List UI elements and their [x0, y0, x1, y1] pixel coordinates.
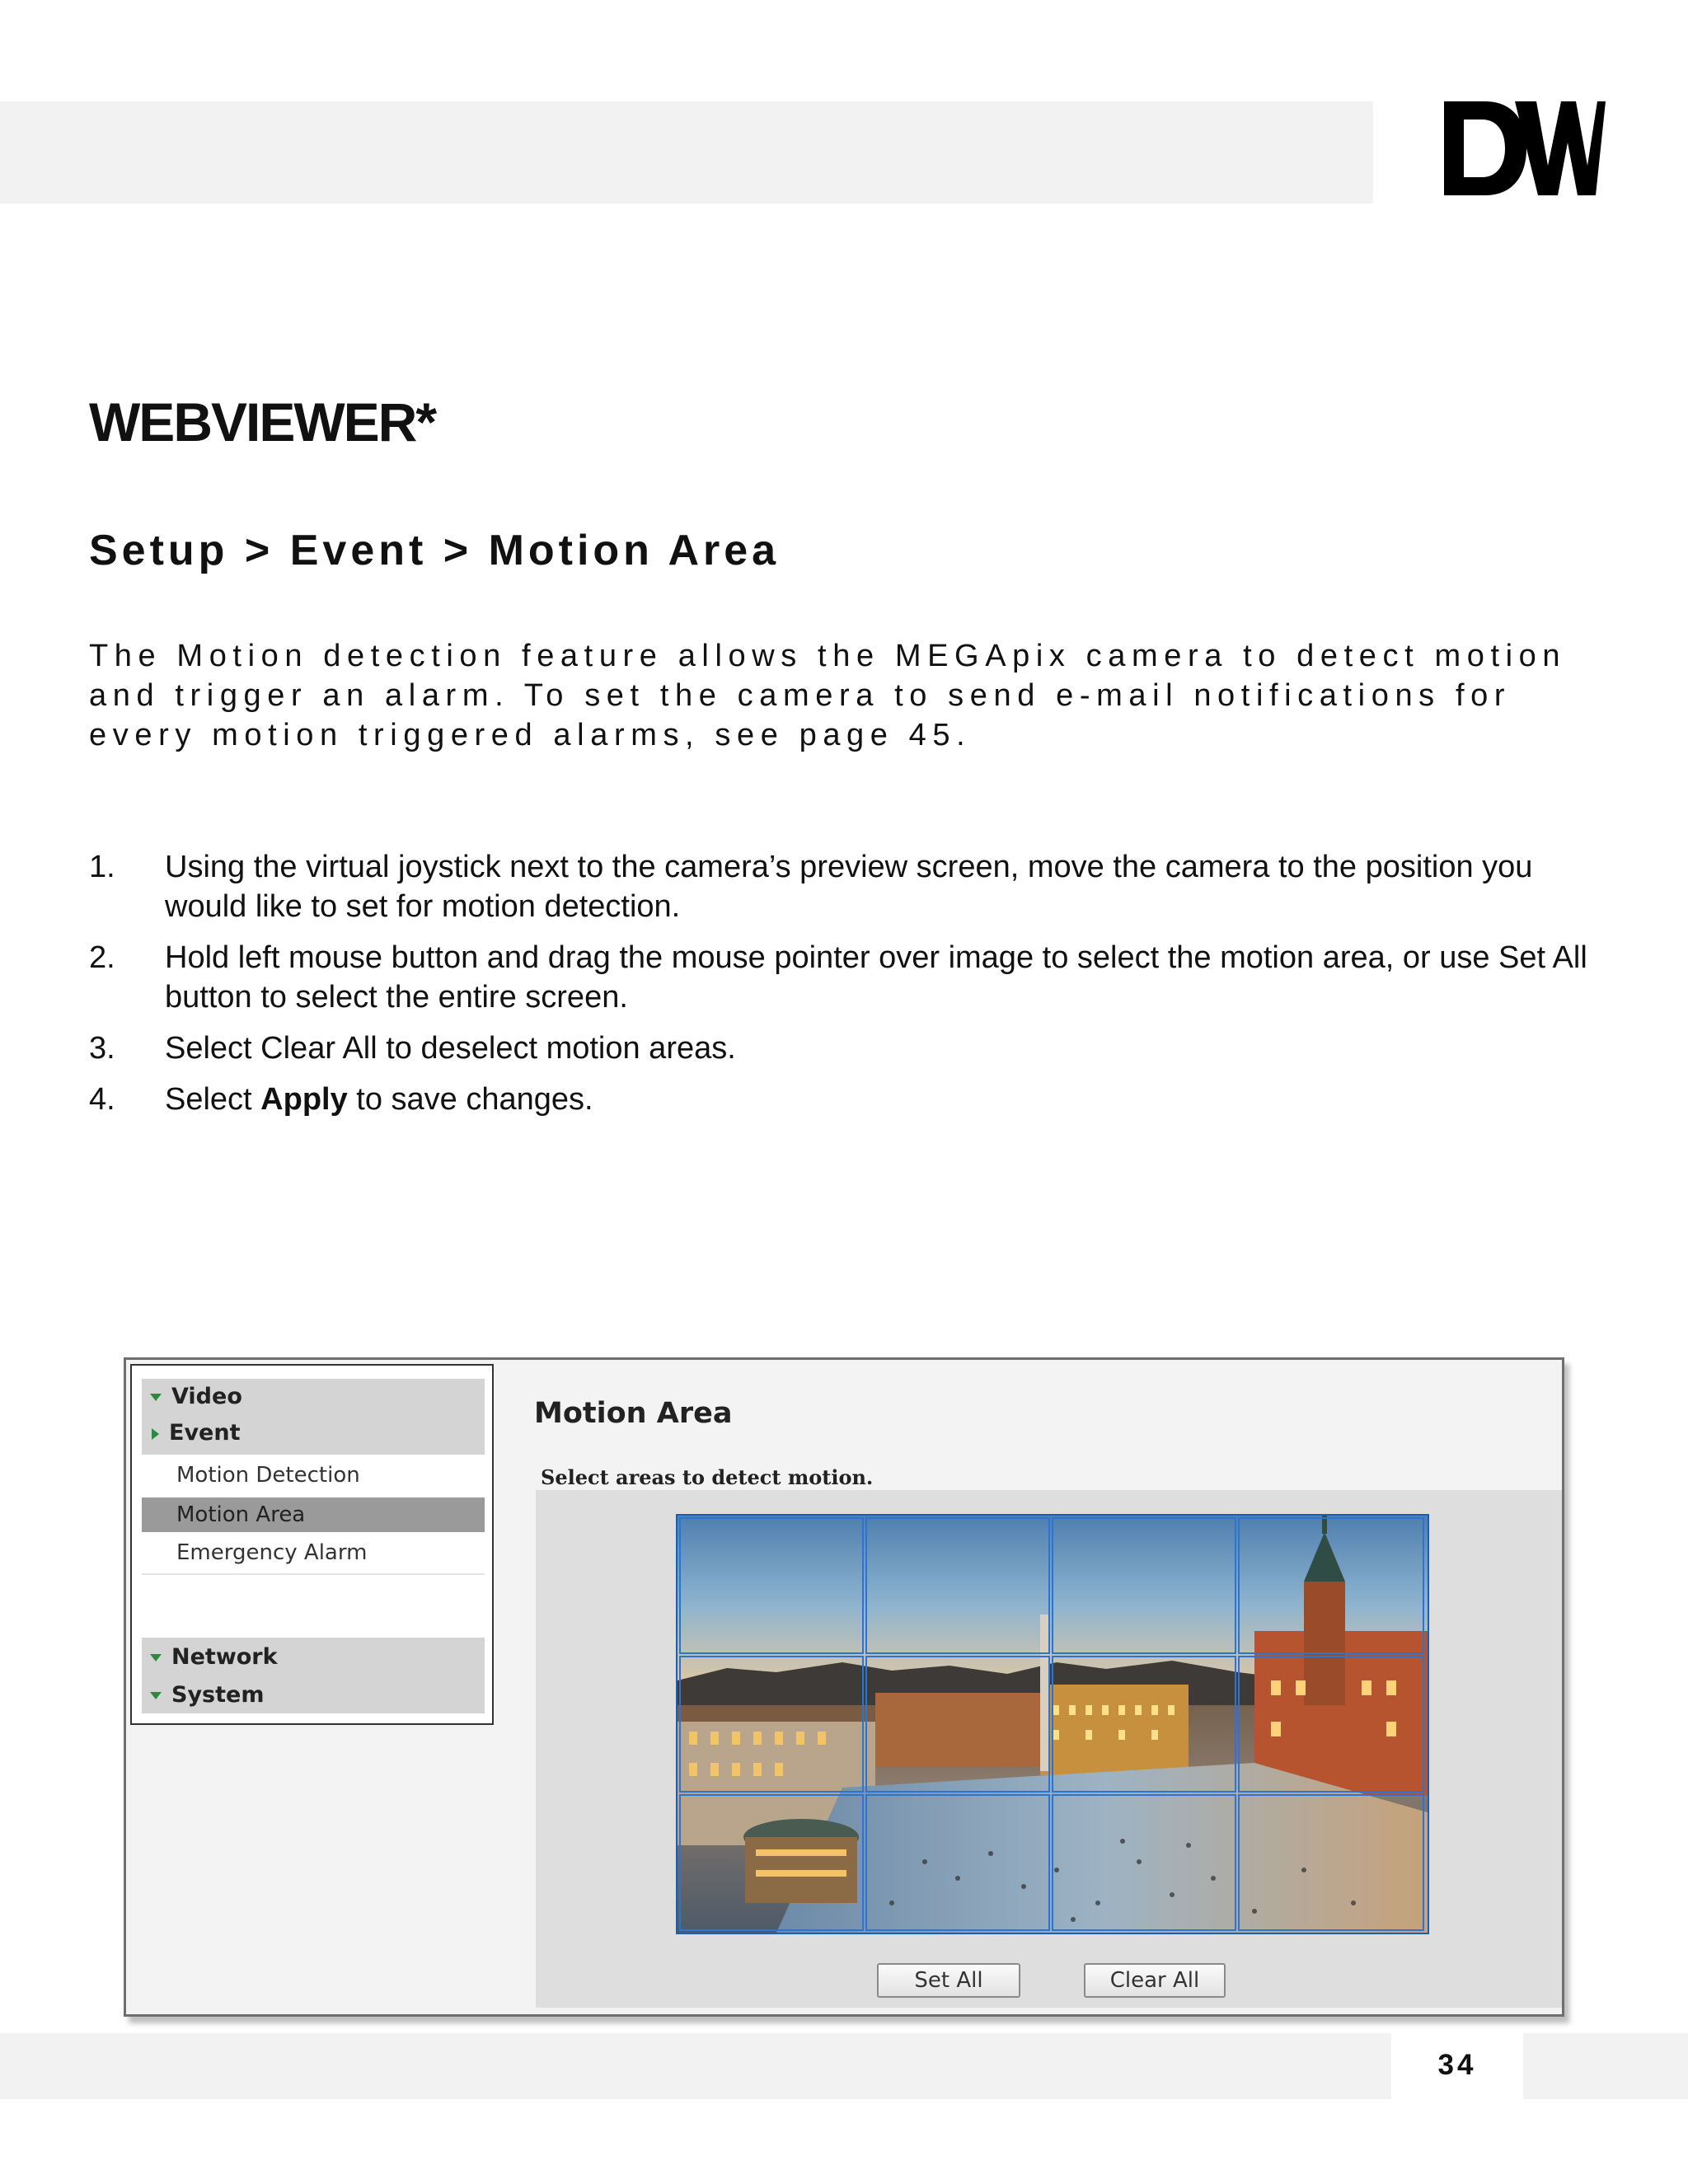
step-number: 3. — [89, 1031, 115, 1066]
step-text-after: to save changes. — [347, 1082, 593, 1117]
menu-network-label: Network — [171, 1644, 278, 1670]
motion-grid-cell[interactable] — [865, 1517, 1050, 1654]
motion-grid-cell[interactable] — [679, 1656, 864, 1793]
section-breadcrumb: Setup > Event > Motion Area — [89, 527, 781, 574]
clear-all-button[interactable]: Clear All — [1084, 1963, 1226, 1998]
menu-item-motion-detection[interactable]: Motion Detection — [176, 1463, 360, 1488]
motion-grid-cell[interactable] — [1238, 1794, 1424, 1931]
step-item — [89, 1029, 1614, 1068]
intro-paragraph: The Motion detection feature allows the MEGApix camera to detect motion and trigger an alarm. To set the camera to send e-mail notifications for every motion triggered alarms, see page 45. — [89, 639, 1567, 752]
step-text-before: Select — [165, 1082, 261, 1117]
header-band — [0, 101, 1373, 204]
menu-divider — [142, 1573, 485, 1575]
camera-preview-image[interactable] — [676, 1514, 1429, 1934]
panel-instruction: Select areas to detect motion. — [541, 1465, 874, 1489]
menu-event-label: Event — [169, 1420, 241, 1446]
motion-grid-cell[interactable] — [1052, 1794, 1236, 1931]
step-item — [89, 938, 1614, 1017]
step-number: 4. — [89, 1082, 115, 1117]
expand-arrow-icon — [150, 1394, 162, 1401]
motion-grid-cell[interactable] — [1238, 1517, 1424, 1654]
collapse-arrow-icon — [152, 1428, 159, 1440]
menu-event[interactable] — [150, 1420, 240, 1446]
motion-grid-cell[interactable] — [1052, 1656, 1236, 1793]
motion-grid-cell[interactable] — [679, 1794, 864, 1931]
set-all-button[interactable]: Set All — [877, 1963, 1020, 1998]
motion-grid-cell[interactable] — [865, 1794, 1050, 1931]
dw-logo — [1442, 95, 1607, 202]
step-text: Using the virtual joystick next to the camera’s preview screen, move the camera to the position you would like to set for motion detection. — [165, 850, 1533, 924]
expand-arrow-icon — [150, 1692, 162, 1699]
menu-video[interactable] — [150, 1384, 242, 1409]
instruction-steps — [89, 847, 1614, 1131]
motion-grid-cell[interactable] — [865, 1656, 1050, 1793]
motion-grid-cell[interactable] — [1052, 1517, 1236, 1654]
expand-arrow-icon — [150, 1654, 162, 1661]
apply-emphasis: Apply — [260, 1082, 348, 1117]
menu-system[interactable] — [150, 1682, 264, 1708]
webviewer-screenshot — [124, 1357, 1564, 2017]
step-number: 1. — [89, 850, 115, 884]
step-number: 2. — [89, 940, 115, 975]
step-item — [89, 1080, 1614, 1119]
menu-item-motion-area[interactable]: Motion Area — [142, 1497, 485, 1532]
page-number: 34 — [1437, 2049, 1477, 2081]
motion-grid-cell[interactable] — [1238, 1656, 1424, 1793]
menu-network[interactable] — [150, 1644, 278, 1670]
step-item — [89, 847, 1614, 926]
menu-video-label: Video — [171, 1384, 242, 1409]
step-text — [165, 1082, 593, 1117]
step-text: Hold left mouse button and drag the mouse pointer over image to select the motion area, or use Set All button to select the entire screen. — [165, 940, 1587, 1015]
page-title: WEBVIEWER* — [89, 391, 436, 452]
menu-system-label: System — [171, 1682, 265, 1708]
panel-title: Motion Area — [534, 1397, 733, 1430]
setup-menu — [130, 1364, 494, 1725]
step-text: Select Clear All to deselect motion areas. — [165, 1031, 736, 1066]
motion-grid-cell[interactable] — [679, 1517, 864, 1654]
menu-item-emergency-alarm[interactable]: Emergency Alarm — [176, 1540, 368, 1565]
